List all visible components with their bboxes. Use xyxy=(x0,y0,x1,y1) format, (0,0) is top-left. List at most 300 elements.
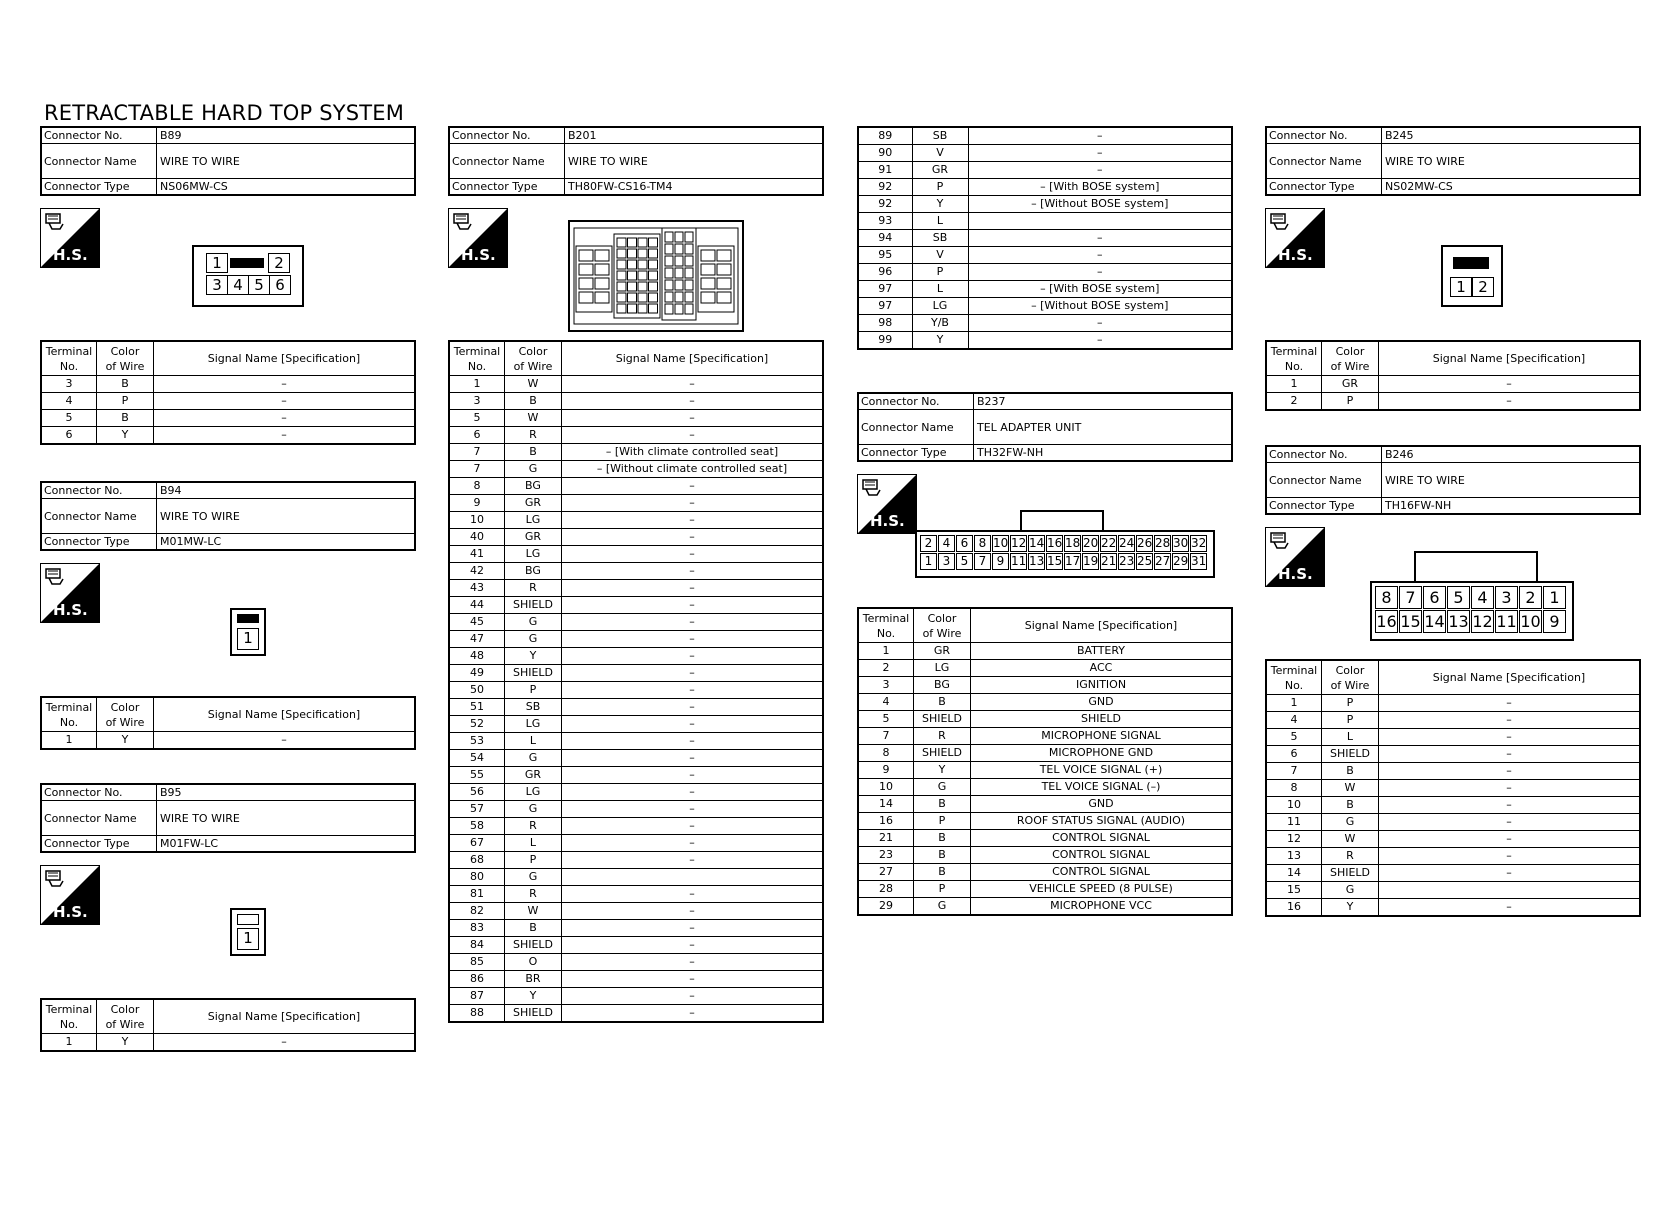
face-cell xyxy=(638,304,647,313)
signal-name-cell: CONTROL SIGNAL xyxy=(971,830,1233,847)
face-cell xyxy=(649,304,658,313)
wire-color-cell: G xyxy=(505,869,562,886)
wire-color-cell: G xyxy=(505,631,562,648)
connector-type-label: Connector Type xyxy=(41,836,157,853)
wire-color-cell: Y xyxy=(97,427,154,445)
pin: 15 xyxy=(1047,554,1063,568)
pin: 1 xyxy=(1450,277,1472,297)
table-row xyxy=(1266,831,1640,848)
connector-name-value: WIRE TO WIRE xyxy=(157,144,416,179)
terminal-no-cell: 87 xyxy=(449,988,505,1005)
signal-name-header: Signal Name [Specification] xyxy=(562,341,824,376)
face-cell xyxy=(649,282,658,291)
signal-name-cell: – [Without BOSE system] xyxy=(968,298,1232,315)
table-row xyxy=(858,796,1232,813)
connector-type-label: Connector Type xyxy=(1266,498,1382,515)
table-row xyxy=(858,162,1232,179)
connector-info-b245 xyxy=(1265,126,1641,196)
signal-name-cell: – xyxy=(154,732,416,750)
connector-no-value: B201 xyxy=(565,127,824,144)
terminal-no-cell: 85 xyxy=(449,954,505,971)
pin: 7 xyxy=(974,553,991,570)
terminal-no-cell: 28 xyxy=(858,881,914,898)
wire-color-cell: R xyxy=(505,427,562,444)
connector-hand-icon xyxy=(45,870,67,888)
table-row xyxy=(858,332,1232,350)
terminal-no-cell: 21 xyxy=(858,830,914,847)
pin: 30 xyxy=(1173,536,1189,550)
terminal-no-cell: 91 xyxy=(858,162,912,179)
terminal-no-cell: 51 xyxy=(449,699,505,716)
wire-color-cell: G xyxy=(505,461,562,478)
face-cell xyxy=(701,278,715,289)
pin: 11 xyxy=(1496,612,1517,631)
table-row xyxy=(449,648,823,665)
wire-color-cell: GR xyxy=(914,643,971,660)
connector-type-value: M01MW-LC xyxy=(157,534,416,551)
table-row xyxy=(1266,865,1640,882)
face-cell xyxy=(617,238,626,247)
face-cell xyxy=(628,238,637,247)
table-row xyxy=(1266,848,1640,865)
connector-no-label: Connector No. xyxy=(41,482,157,499)
connector-no-label: Connector No. xyxy=(41,127,157,144)
pin: 19 xyxy=(1083,554,1099,568)
terminal-no-cell: 81 xyxy=(449,886,505,903)
face-cell xyxy=(685,256,693,266)
face-cell xyxy=(638,271,647,280)
table-row xyxy=(858,230,1232,247)
face-cell xyxy=(665,268,673,278)
signal-name-cell: – xyxy=(562,376,824,393)
wire-color-cell: O xyxy=(505,954,562,971)
table-row xyxy=(449,716,823,733)
table-row xyxy=(449,393,823,410)
signal-name-cell: – xyxy=(562,495,824,512)
wire-color-header: Color of Wire xyxy=(1322,660,1379,695)
signal-name-cell: – xyxy=(1379,865,1641,882)
signal-name-cell: CONTROL SIGNAL xyxy=(971,864,1233,881)
signal-name-cell: – xyxy=(562,818,824,835)
table-row xyxy=(449,444,823,461)
terminal-no-cell: 54 xyxy=(449,750,505,767)
signal-name-cell xyxy=(1379,882,1641,899)
face-cell xyxy=(579,250,593,261)
table-header xyxy=(41,999,415,1034)
connector-no-value: B246 xyxy=(1382,446,1641,463)
wire-color-cell: Y xyxy=(914,762,971,779)
face-cell xyxy=(685,304,693,314)
signal-name-header: Signal Name [Specification] xyxy=(971,608,1233,643)
connector-type-value: NS06MW-CS xyxy=(157,179,416,196)
table-header xyxy=(449,341,823,376)
face-cell xyxy=(574,228,738,324)
table-row xyxy=(1266,899,1640,917)
terminal-no-cell: 16 xyxy=(1266,899,1322,917)
face-cell xyxy=(638,249,647,258)
hs-label: H.S. xyxy=(1278,565,1313,583)
table-row xyxy=(449,563,823,580)
signal-name-cell: – xyxy=(154,393,416,410)
signal-name-cell: – xyxy=(968,247,1232,264)
face-cell xyxy=(579,278,593,289)
table-row xyxy=(858,264,1232,281)
terminal-no-cell: 10 xyxy=(1266,797,1322,814)
table-row xyxy=(449,699,823,716)
connector-face-b237 xyxy=(915,510,1219,574)
connector-name-label: Connector Name xyxy=(41,144,157,179)
pin: 3 xyxy=(938,553,955,570)
connector-type-label: Connector Type xyxy=(41,179,157,196)
terminal-no-header: Terminal No. xyxy=(41,697,97,732)
terminal-no-cell: 50 xyxy=(449,682,505,699)
terminal-no-cell: 44 xyxy=(449,597,505,614)
signal-name-cell: – xyxy=(562,852,824,869)
terminal-no-cell: 11 xyxy=(1266,814,1322,831)
wire-color-cell: SHIELD xyxy=(505,665,562,682)
wire-color-cell: SHIELD xyxy=(505,1005,562,1023)
terminal-no-cell: 3 xyxy=(41,376,97,393)
signal-name-cell: – xyxy=(562,563,824,580)
terminal-no-cell: 80 xyxy=(449,869,505,886)
terminal-table-b95 xyxy=(40,998,416,1052)
connector-hand-icon xyxy=(1270,213,1292,231)
connector-type-label: Connector Type xyxy=(449,179,565,196)
face-cell xyxy=(617,282,626,291)
signal-name-cell: – xyxy=(968,162,1232,179)
terminal-table-b245 xyxy=(1265,340,1641,411)
terminal-no-cell: 6 xyxy=(1266,746,1322,763)
signal-name-cell: – xyxy=(1379,780,1641,797)
terminal-no-cell: 95 xyxy=(858,247,912,264)
key-outline xyxy=(237,914,259,925)
connector-name-value: WIRE TO WIRE xyxy=(1382,463,1641,498)
hs-label: H.S. xyxy=(53,903,88,921)
table-row xyxy=(858,213,1232,230)
pin: 32 xyxy=(1191,536,1207,550)
wire-color-cell: GR xyxy=(912,162,968,179)
connector-name-label: Connector Name xyxy=(41,801,157,836)
wire-color-cell: SB xyxy=(505,699,562,716)
pin: 5 xyxy=(956,553,973,570)
connector-hand-icon xyxy=(1270,532,1292,550)
connector-hand-icon xyxy=(453,213,475,231)
table-row xyxy=(858,247,1232,264)
terminal-no-cell: 1 xyxy=(1266,695,1322,712)
key-bar xyxy=(230,258,264,268)
signal-name-cell: – xyxy=(968,127,1232,145)
harness-side-icon xyxy=(1265,527,1325,587)
face-cell xyxy=(675,244,683,254)
face-cell xyxy=(717,278,731,289)
pin: 11 xyxy=(1011,554,1027,568)
terminal-table-b89 xyxy=(40,340,416,445)
face-cell xyxy=(638,282,647,291)
pin: 26 xyxy=(1137,536,1153,550)
wire-color-cell: LG xyxy=(912,298,968,315)
pin: 28 xyxy=(1155,536,1171,550)
wire-color-cell: SB xyxy=(912,230,968,247)
terminal-no-cell: 82 xyxy=(449,903,505,920)
wire-color-cell: L xyxy=(912,281,968,298)
terminal-no-cell: 1 xyxy=(41,732,97,750)
face-cell xyxy=(617,293,626,302)
table-row xyxy=(449,614,823,631)
terminal-no-cell: 55 xyxy=(449,767,505,784)
table-row xyxy=(858,298,1232,315)
terminal-no-cell: 88 xyxy=(449,1005,505,1023)
wire-color-cell: G xyxy=(1322,882,1379,899)
terminal-no-cell: 92 xyxy=(858,179,912,196)
connector-no-label: Connector No. xyxy=(449,127,565,144)
wire-color-cell: P xyxy=(912,179,968,196)
wire-color-header: Color of Wire xyxy=(1322,341,1379,376)
connector-hand-icon xyxy=(45,568,67,586)
signal-name-cell: – xyxy=(154,427,416,445)
signal-name-cell: – xyxy=(562,512,824,529)
wire-color-cell: BG xyxy=(505,478,562,495)
table-row xyxy=(449,971,823,988)
terminal-no-header: Terminal No. xyxy=(449,341,505,376)
wire-color-cell: Y xyxy=(912,332,968,350)
connector-name-label: Connector Name xyxy=(1266,144,1382,179)
terminal-no-cell: 47 xyxy=(449,631,505,648)
pin: 14 xyxy=(1029,536,1045,550)
connector-face-b246 xyxy=(1370,551,1582,637)
table-row xyxy=(41,393,415,410)
table-row xyxy=(858,813,1232,830)
signal-name-header: Signal Name [Specification] xyxy=(154,341,416,376)
signal-name-cell: – xyxy=(562,716,824,733)
terminal-no-cell: 94 xyxy=(858,230,912,247)
wire-color-cell: P xyxy=(97,393,154,410)
face-cell xyxy=(649,293,658,302)
signal-name-cell: – xyxy=(1379,848,1641,865)
wire-color-cell: B xyxy=(505,444,562,461)
signal-name-header: Signal Name [Specification] xyxy=(154,999,416,1034)
pin: 21 xyxy=(1101,554,1117,568)
connector-face-b245 xyxy=(1441,245,1503,307)
wire-color-cell: B xyxy=(97,410,154,427)
pin: 23 xyxy=(1119,554,1135,568)
connector-face-b89 xyxy=(192,245,304,307)
signal-name-cell: – xyxy=(1379,695,1641,712)
signal-name-cell: – xyxy=(562,733,824,750)
signal-name-cell: MICROPHONE SIGNAL xyxy=(971,728,1233,745)
table-header xyxy=(1266,660,1640,695)
table-row xyxy=(1266,695,1640,712)
table-row xyxy=(449,495,823,512)
connector-body xyxy=(915,530,1215,578)
wire-color-cell: W xyxy=(1322,780,1379,797)
wire-color-header: Color of Wire xyxy=(97,697,154,732)
harness-side-icon xyxy=(857,474,917,534)
pin: 6 xyxy=(956,535,973,552)
pin: 1 xyxy=(1543,586,1566,609)
face-cell xyxy=(675,268,683,278)
terminal-no-header: Terminal No. xyxy=(858,608,914,643)
terminal-no-cell: 49 xyxy=(449,665,505,682)
connector-no-label: Connector No. xyxy=(1266,127,1382,144)
wire-color-cell: B xyxy=(914,847,971,864)
table-row xyxy=(1266,882,1640,899)
pin: 4 xyxy=(227,275,249,295)
face-cell xyxy=(617,271,626,280)
signal-name-cell xyxy=(562,869,824,886)
connector-no-label: Connector No. xyxy=(41,784,157,801)
pin: 1 xyxy=(237,928,259,950)
pin: 2 xyxy=(1472,277,1494,297)
signal-name-header: Signal Name [Specification] xyxy=(1379,341,1641,376)
pin: 13 xyxy=(1029,554,1045,568)
pin: 8 xyxy=(974,535,991,552)
connector-hood xyxy=(1020,510,1104,530)
signal-name-cell: – [With BOSE system] xyxy=(968,281,1232,298)
signal-name-cell: – xyxy=(562,597,824,614)
connector-info-b201 xyxy=(448,126,824,196)
connector-no-value: B94 xyxy=(157,482,416,499)
face-cell xyxy=(717,264,731,275)
wire-color-cell: B xyxy=(1322,763,1379,780)
harness-side-icon xyxy=(40,865,100,925)
pin: 6 xyxy=(269,275,291,295)
terminal-table-b201 xyxy=(448,340,824,1023)
connector-no-label: Connector No. xyxy=(1266,446,1382,463)
wire-color-cell: V xyxy=(912,247,968,264)
face-cell xyxy=(579,292,593,303)
terminal-no-cell: 3 xyxy=(858,677,914,694)
wire-color-cell: P xyxy=(505,682,562,699)
terminal-table-b237 xyxy=(857,607,1233,916)
table-row xyxy=(41,410,415,427)
table-header xyxy=(1266,341,1640,376)
table-row xyxy=(858,830,1232,847)
face-cell xyxy=(617,249,626,258)
terminal-no-cell: 67 xyxy=(449,835,505,852)
table-row xyxy=(41,427,415,445)
connector-type-label: Connector Type xyxy=(858,445,974,462)
terminal-no-header: Terminal No. xyxy=(41,999,97,1034)
wire-color-cell: Y xyxy=(97,732,154,750)
face-cell xyxy=(685,232,693,242)
connector-type-value: TH32FW-NH xyxy=(974,445,1233,462)
signal-name-cell: – xyxy=(1379,729,1641,746)
table-header xyxy=(41,697,415,732)
wire-color-header: Color of Wire xyxy=(97,999,154,1034)
wire-color-cell: B xyxy=(97,376,154,393)
wire-color-cell: Y xyxy=(97,1034,154,1052)
terminal-no-cell: 1 xyxy=(41,1034,97,1052)
face-cell xyxy=(649,271,658,280)
connector-face-b94 xyxy=(230,608,266,656)
face-cell xyxy=(665,256,673,266)
table-row xyxy=(449,869,823,886)
table-row xyxy=(449,580,823,597)
wire-color-header: Color of Wire xyxy=(97,341,154,376)
signal-name-header: Signal Name [Specification] xyxy=(1379,660,1641,695)
connector-info-b94 xyxy=(40,481,416,551)
wire-color-cell: Y/B xyxy=(912,315,968,332)
signal-name-cell: – xyxy=(562,614,824,631)
terminal-no-cell: 2 xyxy=(858,660,914,677)
wire-color-cell: Y xyxy=(505,648,562,665)
signal-name-cell: – xyxy=(562,699,824,716)
table-row xyxy=(1266,746,1640,763)
pin: 5 xyxy=(1447,586,1470,609)
terminal-no-cell: 7 xyxy=(1266,763,1322,780)
pin: 24 xyxy=(1119,536,1135,550)
table-row xyxy=(858,127,1232,145)
signal-name-cell: – xyxy=(562,1005,824,1023)
connector-no-value: B95 xyxy=(157,784,416,801)
wire-color-cell: R xyxy=(1322,848,1379,865)
wire-color-cell: R xyxy=(505,818,562,835)
face-cell xyxy=(595,278,609,289)
face-cell xyxy=(675,256,683,266)
pin: 3 xyxy=(1495,586,1518,609)
face-cell xyxy=(628,271,637,280)
hs-label: H.S. xyxy=(870,512,905,530)
face-cell xyxy=(595,264,609,275)
signal-name-cell: – xyxy=(562,665,824,682)
signal-name-cell: – xyxy=(968,332,1232,350)
wire-color-cell: P xyxy=(1322,695,1379,712)
wire-color-cell: G xyxy=(505,801,562,818)
table-row xyxy=(449,903,823,920)
terminal-no-cell: 27 xyxy=(858,864,914,881)
table-row xyxy=(449,410,823,427)
terminal-no-cell: 8 xyxy=(449,478,505,495)
signal-name-cell: GND xyxy=(971,694,1233,711)
table-row xyxy=(449,954,823,971)
signal-name-cell: – xyxy=(1379,797,1641,814)
wire-color-cell: G xyxy=(505,750,562,767)
table-row xyxy=(449,529,823,546)
face-cell xyxy=(685,292,693,302)
face-cell xyxy=(628,260,637,269)
pin: 1 xyxy=(237,628,259,650)
wire-color-cell: SHIELD xyxy=(914,711,971,728)
terminal-no-cell: 56 xyxy=(449,784,505,801)
wire-color-cell: W xyxy=(505,376,562,393)
wire-color-cell: GR xyxy=(505,529,562,546)
table-row xyxy=(449,835,823,852)
table-row xyxy=(449,801,823,818)
connector-type-value: TH80FW-CS16-TM4 xyxy=(565,179,824,196)
connector-face-b95 xyxy=(230,908,266,956)
table-row xyxy=(858,281,1232,298)
page-title: RETRACTABLE HARD TOP SYSTEM xyxy=(44,101,405,125)
pin: 20 xyxy=(1083,536,1099,550)
signal-name-cell: MICROPHONE GND xyxy=(971,745,1233,762)
wire-color-cell: Y xyxy=(912,196,968,213)
wire-color-cell: P xyxy=(914,813,971,830)
face-cell xyxy=(717,250,731,261)
signal-name-cell: – xyxy=(968,145,1232,162)
terminal-no-cell: 90 xyxy=(858,145,912,162)
pin: 16 xyxy=(1047,536,1063,550)
pin: 4 xyxy=(938,535,955,552)
terminal-no-cell: 2 xyxy=(1266,393,1322,411)
pin: 12 xyxy=(1472,612,1493,631)
pin: 6 xyxy=(1423,586,1446,609)
terminal-no-cell: 41 xyxy=(449,546,505,563)
terminal-no-cell: 7 xyxy=(858,728,914,745)
table-row xyxy=(858,315,1232,332)
wire-color-cell: L xyxy=(505,733,562,750)
connector-hood xyxy=(1414,551,1538,581)
signal-name-cell: – xyxy=(562,750,824,767)
